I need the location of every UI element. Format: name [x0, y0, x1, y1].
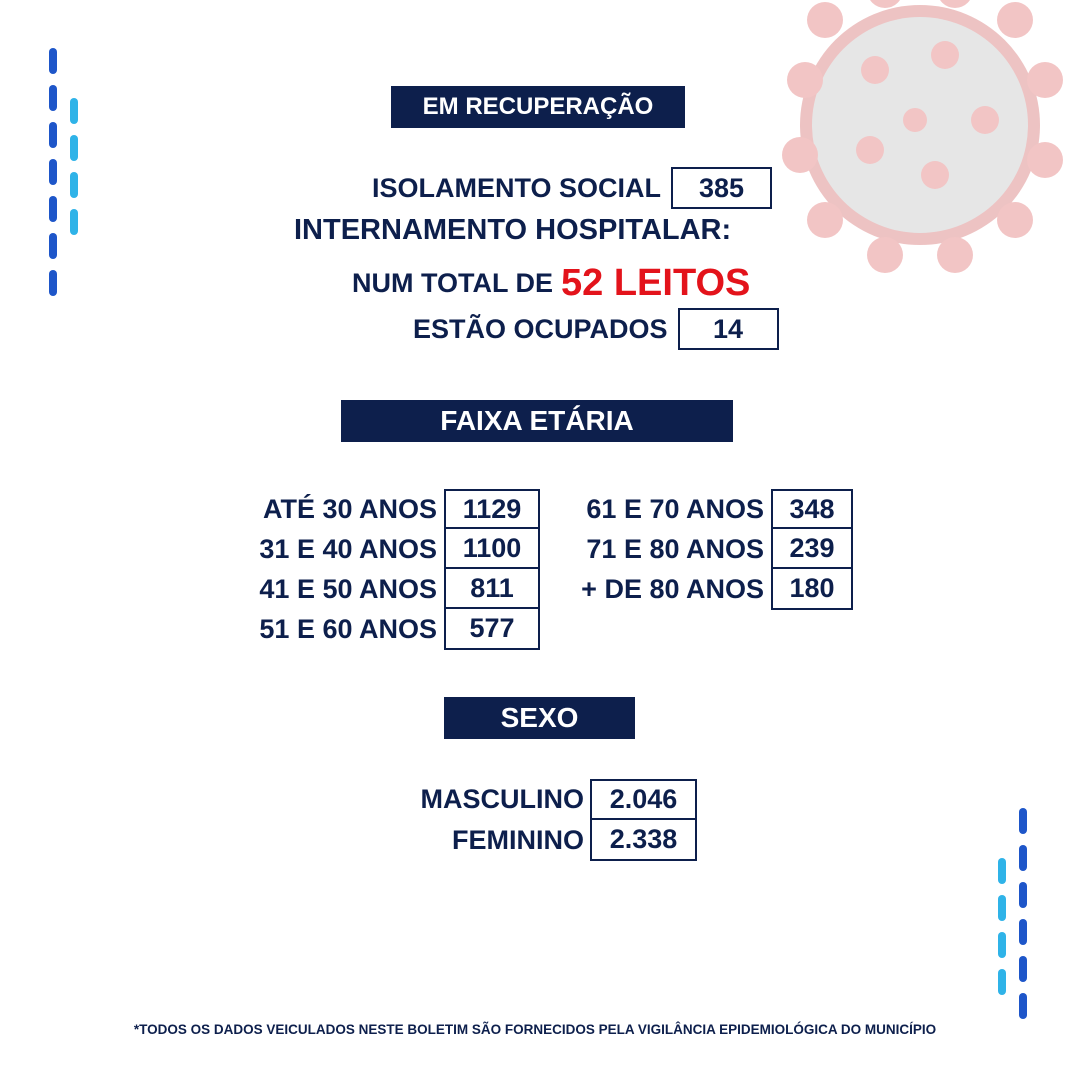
- age-label: 31 E 40 ANOS: [259, 533, 437, 564]
- feminino-row: [402, 820, 697, 861]
- age-row: [552, 489, 853, 529]
- sexo-header: SEXO: [444, 697, 635, 739]
- isolamento-label: ISOLAMENTO SOCIAL: [372, 172, 662, 203]
- age-value: 348: [771, 489, 853, 529]
- age-label: 71 E 80 ANOS: [586, 533, 764, 564]
- total-leitos-row: [352, 258, 750, 308]
- age-row: [235, 609, 540, 650]
- age-row: [552, 569, 853, 610]
- masculino-row: [402, 779, 697, 820]
- total-leitos-value: 52 LEITOS: [561, 261, 751, 304]
- faixa-etaria-header: FAIXA ETÁRIA: [341, 400, 733, 442]
- footnote: *TODOS OS DADOS VEICULADOS NESTE BOLETIM SÃO FORNECIDOS PELA VIGILÂNCIA EPIDEMIOLÓGICA DO MUNICÍPIO: [133, 1022, 937, 1037]
- isolamento-value: 385: [671, 167, 772, 209]
- total-prefix: NUM TOTAL DE: [352, 267, 553, 298]
- feminino-value: 2.338: [590, 820, 697, 861]
- coronavirus-icon: [745, 0, 1080, 290]
- age-value: 1129: [444, 489, 540, 529]
- feminino-label: FEMININO: [452, 825, 584, 855]
- age-label: 51 E 60 ANOS: [259, 614, 437, 644]
- masculino-label: MASCULINO: [420, 784, 584, 814]
- age-value: 239: [771, 529, 853, 569]
- age-label: ATÉ 30 ANOS: [262, 493, 437, 524]
- age-value: 577: [444, 609, 540, 650]
- recuperacao-header: EM RECUPERAÇÃO: [391, 86, 685, 128]
- age-row: [235, 489, 540, 529]
- dash-decoration-right-dark: [1019, 808, 1027, 1030]
- age-row: [235, 569, 540, 609]
- age-row: [552, 529, 853, 569]
- internamento-row: [294, 210, 731, 250]
- dash-decoration-right-light: [998, 858, 1006, 1006]
- age-row: [235, 529, 540, 569]
- ocupados-value: 14: [678, 308, 779, 350]
- internamento-label: INTERNAMENTO HOSPITALAR:: [294, 213, 732, 246]
- age-value: 1100: [444, 529, 540, 569]
- isolamento-row: [372, 166, 772, 210]
- age-value: 180: [771, 569, 853, 610]
- ocupados-row: [413, 307, 779, 351]
- dash-decoration-left-dark: [49, 48, 57, 307]
- age-label: 41 E 50 ANOS: [259, 573, 437, 604]
- age-label: 61 E 70 ANOS: [586, 493, 764, 524]
- dash-decoration-left-light: [70, 98, 78, 246]
- age-label: + DE 80 ANOS: [581, 574, 764, 604]
- age-value: 811: [444, 569, 540, 609]
- masculino-value: 2.046: [590, 779, 697, 820]
- ocupados-label: ESTÃO OCUPADOS: [413, 313, 668, 344]
